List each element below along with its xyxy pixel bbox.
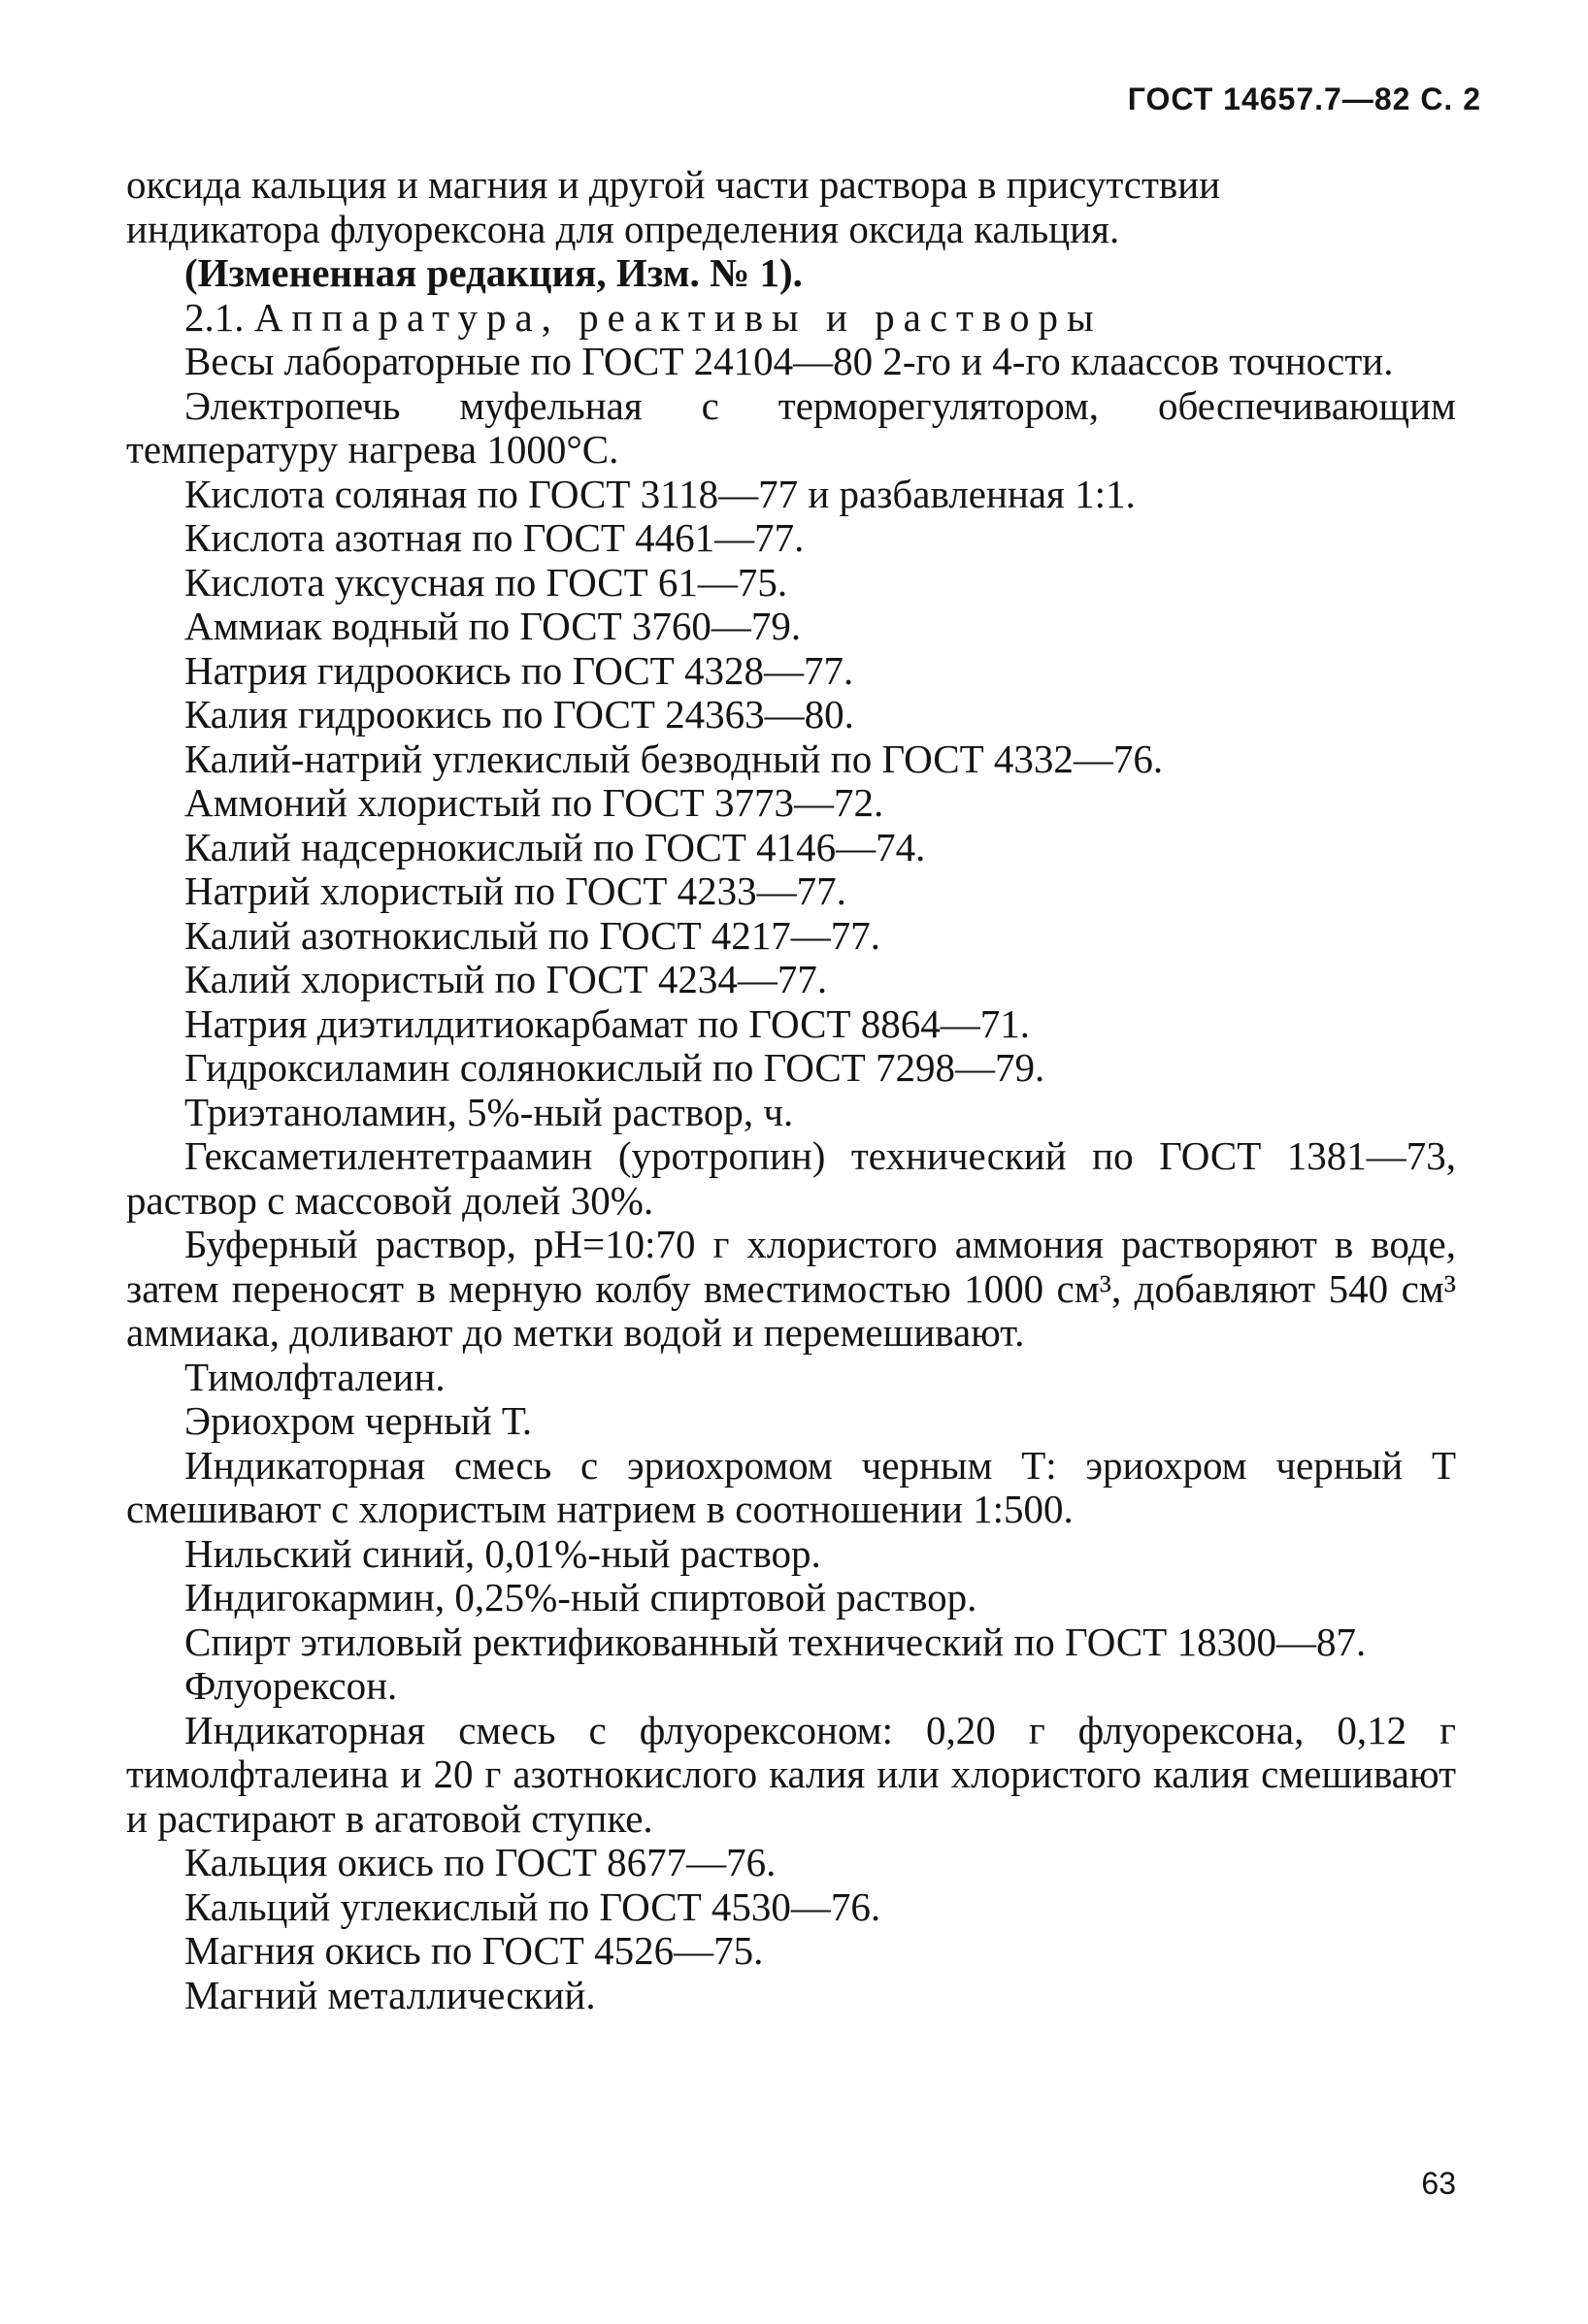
list-item: Весы лабораторные по ГОСТ 24104—80 2-го и 4-го клаассов точности.	[184, 339, 1394, 383]
list-item: Индикаторная смесь с эриохромом черным Т: эриохром черный Т смешивают с хлористым натрием в соотношении 1:500.	[126, 1442, 1456, 1531]
intro-line: индикатора флуорексона для определения оксида кальция.	[126, 206, 1120, 251]
section-number: 2.1.	[184, 294, 245, 340]
list-item: Калий азотнокислый по ГОСТ 4217—77.	[184, 912, 881, 958]
amendment-note: (Измененная редакция, Изм. № 1).	[184, 250, 803, 295]
document-body	[126, 163, 1456, 2017]
list-item: Индикаторная смесь с флуорексоном: 0,20 г флуорексона, 0,12 г тимолфталеина и 20 г азотнокислого калия или хлористого калия смешивают и растирают в агатовой ступке.	[126, 1707, 1456, 1841]
list-item: Спирт этиловый ректификованный технический по ГОСТ 18300—87.	[184, 1619, 1367, 1664]
list-item: Натрия гидроокись по ГОСТ 4328—77.	[184, 647, 854, 693]
section-heading	[126, 296, 1456, 341]
list-item: Гексаметилентетраамин (уротропин) технический по ГОСТ 1381—73, раствор с массовой долей 30%.	[126, 1133, 1456, 1223]
list-item: Магний металлический.	[184, 1972, 596, 2017]
list-item: Тимолфталеин.	[184, 1354, 446, 1399]
list-item: Флуорексон.	[184, 1663, 398, 1708]
list-item: Аммоний хлористый по ГОСТ 3773—72.	[184, 780, 884, 825]
intro-line: оксида кальция и магния и другой части раствора в присутствии	[126, 162, 1221, 207]
list-item: Калий-натрий углекислый безводный по ГОСТ 4332—76.	[184, 736, 1164, 781]
list-item: Триэтаноламин, 5%-ный раствор, ч.	[184, 1089, 794, 1134]
document-header: ГОСТ 14657.7—82 С. 2	[1127, 82, 1481, 116]
list-item: Эриохром черный Т.	[184, 1398, 533, 1443]
list-item: Гидроксиламин солянокислый по ГОСТ 7298—79.	[184, 1045, 1045, 1090]
list-item: Натрий хлористый по ГОСТ 4233—77.	[184, 868, 846, 913]
list-item: Магния окись по ГОСТ 4526—75.	[184, 1928, 764, 1973]
list-item: Электропечь муфельная с терморегулятором, обеспечивающим температуру нагрева 1000°С.	[126, 382, 1456, 472]
list-item: Натрия диэтилдитиокарбамат по ГОСТ 8864—71.	[184, 1000, 1030, 1046]
intro-paragraph	[126, 163, 1456, 251]
list-item: Буферный раствор, рН=10:70 г хлористого аммония растворяют в воде, затем переносят в мерную колбу вместимостью 1000 см³, добавляют 540 см³ аммиака, доливают до метки водой и перемешивают.	[126, 1222, 1456, 1355]
page-number: 63	[1421, 2166, 1456, 2201]
list-item: Кальций углекислый по ГОСТ 4530—76.	[184, 1883, 881, 1929]
list-item: Калий надсернокислый по ГОСТ 4146—74.	[184, 824, 926, 869]
list-item: Калий хлористый по ГОСТ 4234—77.	[184, 957, 828, 1001]
list-item: Кальция окись по ГОСТ 8677—76.	[184, 1840, 777, 1884]
list-item: Нильский синий, 0,01%-ный раствор.	[184, 1530, 821, 1576]
list-item: Аммиак водный по ГОСТ 3760—79.	[184, 604, 802, 648]
list-item: Кислота азотная по ГОСТ 4461—77.	[184, 515, 805, 560]
section-title: Аппаратура, реактивы и растворы	[253, 294, 1103, 340]
list-item: Кислота уксусная по ГОСТ 61—75.	[184, 559, 788, 605]
list-item: Кислота соляная по ГОСТ 3118—77 и разбавленная 1:1.	[184, 471, 1136, 516]
list-item: Индигокармин, 0,25%-ный спиртовой раствор.	[184, 1575, 977, 1620]
list-item: Калия гидроокись по ГОСТ 24363—80.	[184, 692, 854, 736]
